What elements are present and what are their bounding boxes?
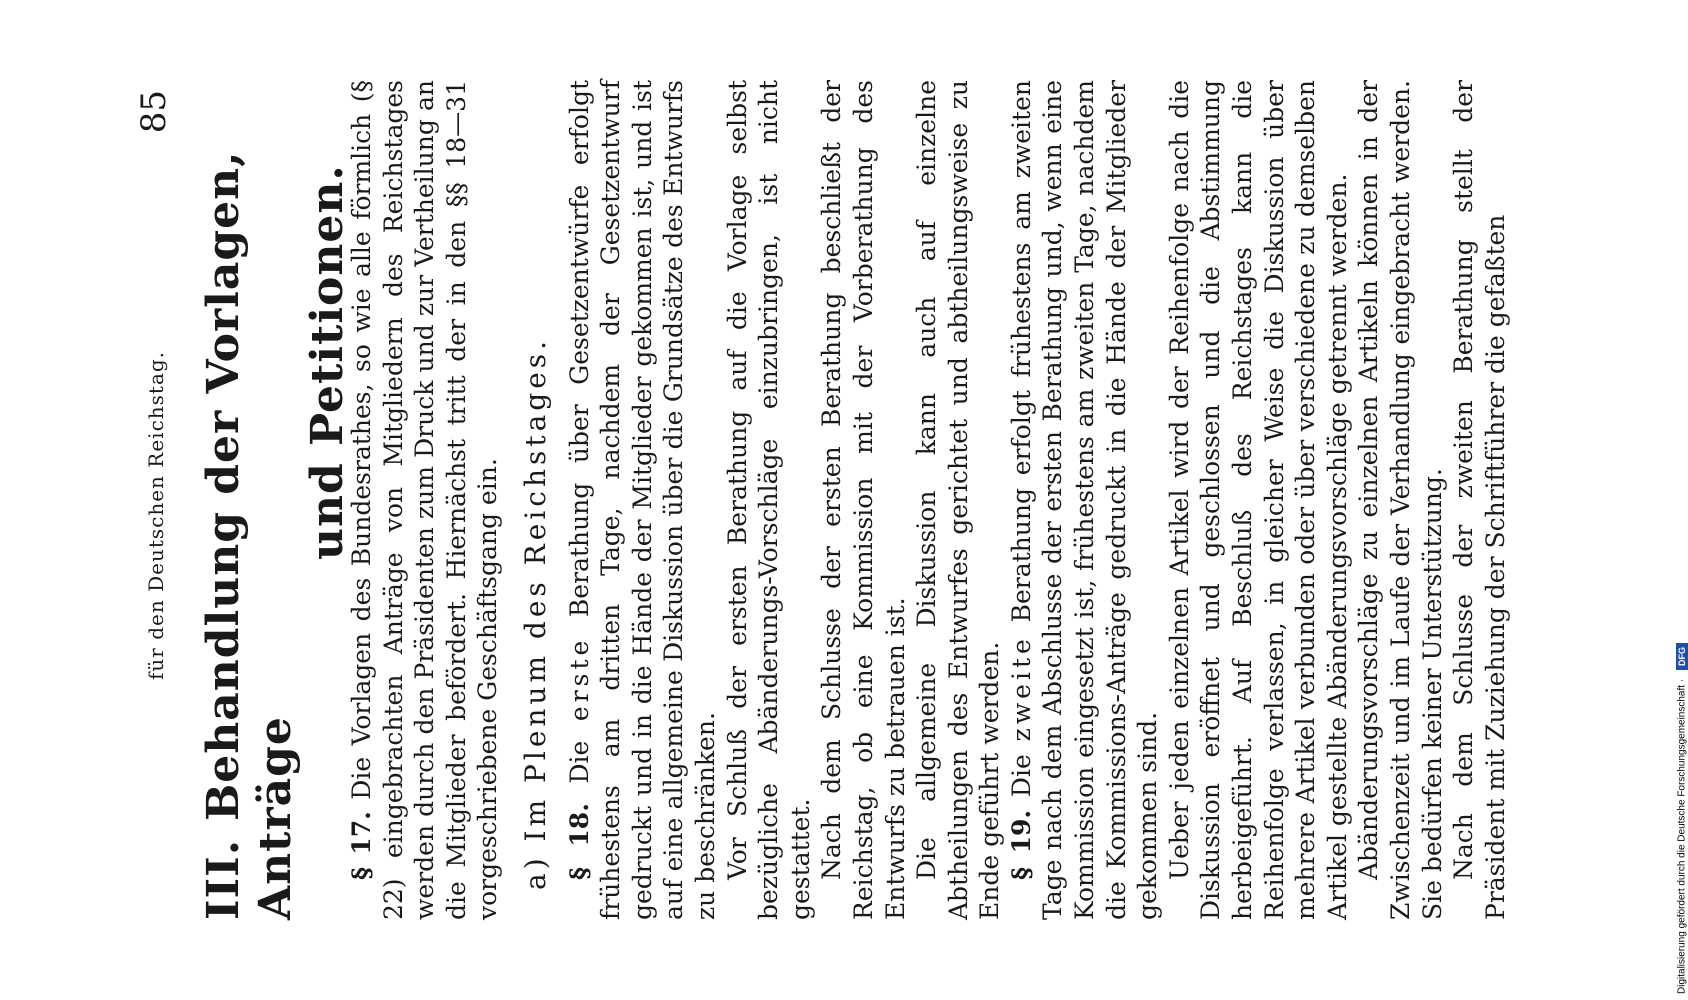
dfg-logo: DFG <box>1676 643 1688 670</box>
paragraph-18-c: Nach dem Schlusse der ersten Berathung beschließt der Reichstag, ob eine Kommission mit der Vorberathung des Entwurfs zu betrauen ist. <box>817 80 910 920</box>
page-body <box>346 80 1511 920</box>
paragraph-17 <box>346 80 504 920</box>
paragraph-text: Berathung erfolgt frühestens am zweiten Tage nach dem Abschlusse der ersten Berathung und, wenn eine Kommission eingesetzt ist, frühestens am zweiten Tage, nachdem die Kommissions-Anträge gedruckt in die Hände der Mitglieder gekommen sind. <box>1006 80 1163 920</box>
paragraph-18-b: Vor Schluß der ersten Berathung auf die Vorlage selbst bezügliche Abänderungs-Vorschläge einzubringen, ist nicht gestattet. <box>722 80 815 920</box>
paragraph-18 <box>564 80 722 920</box>
paragraph-19-c: Abänderungsvorschläge zu einzelnen Artikeln können in der Zwischenzeit und im Laufe der Verhandlung eingebracht werden. Sie bedürfen keiner Unterstützung. <box>1354 80 1447 920</box>
section-number: § 18. <box>564 803 594 880</box>
paragraph-lead: Die <box>564 740 594 784</box>
paragraph-19-b: Ueber jeden einzelnen Artikel wird der Reihenfolge nach die Diskussion eröffnet und geschlossen und die Abstimmung herbeigeführt. Auf Beschluß des Reichstages kann die Reihenfolge verlassen, in gleicher Weise die Diskussion über mehrere Artikel verbunden oder über verschiedene zu demselben Artikel gestellte Abänderungsvorschläge getrennt werden. <box>1164 80 1352 920</box>
chapter-title <box>198 80 353 920</box>
section-number: § 19. <box>1006 809 1036 880</box>
emphasis-word: erste <box>564 636 594 722</box>
section-heading: a) Im Plenum des Reichstages. <box>518 336 552 890</box>
paragraph-19-d: Nach dem Schlusse der zweiten Berathung stellt der Präsident mit Zuziehung der Schriftführer die gefaßten <box>1449 80 1510 920</box>
paragraph-text: Berathung über Gesetzentwürfe erfolgt frühestens am dritten Tage, nachdem der Gesetzentwurf gedruckt und in die Hände der Mitglieder gekommen ist, und ist auf eine allgemeine Diskussion über die Grundsätze des Entwurfs zu beschränken. <box>564 80 720 920</box>
chapter-title-line2: und Petitionen. <box>302 164 353 560</box>
paragraph-lead: Die <box>1006 754 1036 798</box>
scanned-page <box>130 80 1570 920</box>
paragraph-text: Die Vorlagen des Bundesrathes, so wie alle förmlich (§ 22) eingebrachten Anträge von Mitgliedern des Reichstages werden durch den Präsidenten zum Druck und zur Vertheilung an die Mitglieder befördert. Hiernächst tritt der in den §§ 18—31 vorgeschriebene Geschäftsgang ein. <box>347 80 503 920</box>
credit-text: Digitalisierung gefördert durch die Deutsche Forschungsgemeinschaft · <box>1676 678 1688 994</box>
paragraph-19 <box>1006 80 1164 920</box>
page-header <box>130 80 180 920</box>
section-number: § 17. <box>347 811 376 880</box>
page-number: 85 <box>134 90 174 134</box>
digitization-credit <box>1676 643 1688 994</box>
chapter-numeral: III. <box>198 838 249 920</box>
emphasis-word: zweite <box>1006 635 1036 742</box>
chapter-title-line1: Behandlung der Vorlagen, Anträge <box>198 150 301 920</box>
running-head: für den Deutschen Reichstag. <box>144 350 168 680</box>
paragraph-18-d: Die allgemeine Diskussion kann auch auf einzelne Abtheilungen des Entwurfes gerichtet und abtheilungsweise zu Ende geführt werden. <box>912 80 1005 920</box>
